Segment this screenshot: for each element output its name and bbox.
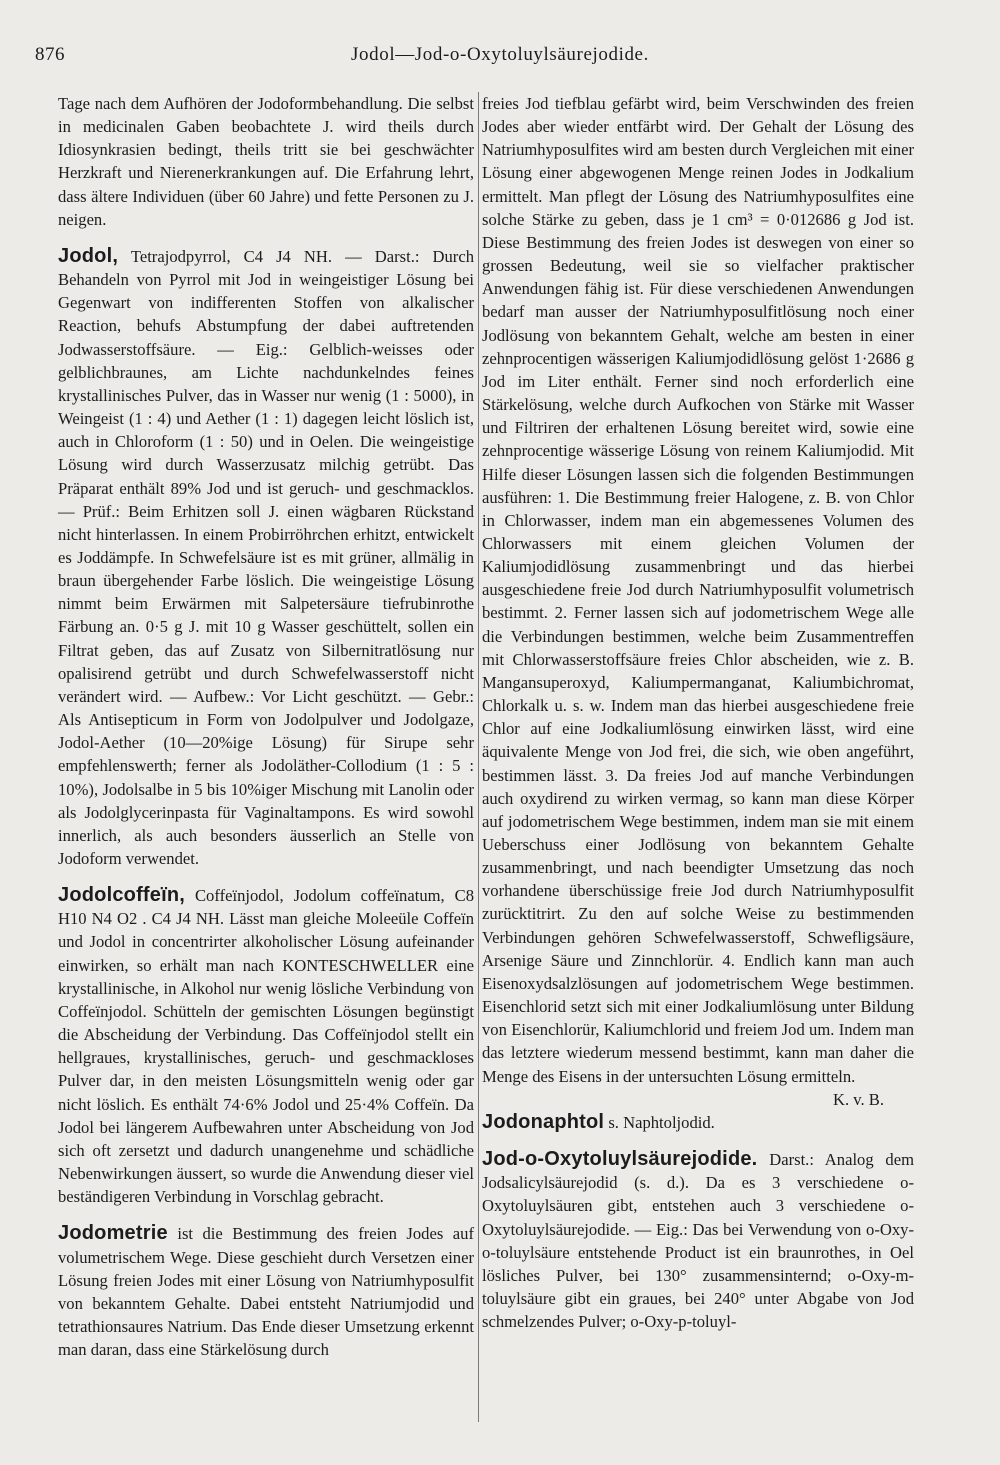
column-divider [478, 92, 479, 1422]
paragraph-text: freies Jod tiefblau gefärbt wird, beim Verschwinden des freien Jodes aber wieder entfärbt wird. Der Gehalt der Lösung des Natriumhyposulfites wird am besten durch Vergleichen mit einer Lösung einer abgewogenen Menge reinen Jodes in Jodkalium ermittelt. Man pflegt der Lösung des Natriumhyposulfites eine solche Stärke zu geben, dass je 1 cm³ = 0·012686 g Jod ist. Diese Bestimmung des freien Jodes ist deswegen von einer so grossen Bedeutung, weil sie so vielfacher praktischer Anwendungen fähig ist. Für diese verschiedenen Anwendungen bedarf man ausser der Natriumhyposulfitlösung noch einer Jodlösung von bekanntem Gehalt, welche am besten in einer zehnprocentigen wässerigen Kaliumjodidlösung gelöst 1·2686 g Jod im Liter enthält. Ferner sind noch erforderlich eine Stärkelösung, welche durch Aufkochen von Stärke mit Wasser und Filtriren der erhaltenen Lösung bereitet wird, sowie eine zehnprocentige wässerige Lösung von reinem Kaliumjodid. Mit Hilfe dieser Lösungen lassen sich die folgenden Bestimmungen ausführen: 1. Die Bestimmung freier Halogene, z. B. von Chlor in Chlorwasser, indem man ein abgemessenes Volumen des Chlorwassers mit einem gleichen Volumen der Kaliumjodidlösung zusammenbringt und das hierbei ausgeschiedene freie Jod durch Natriumhyposulfit volumetrisch bestimmt. 2. Ferner lassen sich auf jodometrischem Wege alle die Verbindungen bestimmen, welche beim Zusammentreffen mit Chlorwasserstoffsäure freies Chlor abscheiden, wie z. B. Mangansuperoxyd, Kaliumpermanganat, Kaliumbichromat, Chlorkalk u. s. w. Indem man das hierbei ausgeschiedene freie Chlor auf eine Jodkaliumlösung einwirken lässt, wird eine äquivalente Menge von Jod frei, die sich, wie oben angeführt, bestimmen lässt. 3. Da freies Jod auf manche Verbindungen auch oxydirend zu wirken vermag, so kann man diese Körper auf jodometrischem Wege bestimmen, indem man sie mit einem Ueberschuss einer Jodlösung von bekanntem Gehalte zusammenbringt, und nach beendigter Umsetzung das noch vorhandene überschüssige freie Jod durch Natriumhyposulfit zurücktitrirt. Zu den auf solche Weise zu bestimmenden Verbindungen gehören Schwefelwasserstoff, Schwefligsäure, Arsenige Säure und Zinnchlorür. 4. Endlich kann man auch Eisenoxydsalzlösungen auf jodometrischem Wege bestimmen. Eisenchlorid setzt sich mit einer Jodkaliumlösung unter Bildung von Eisenchlorür, Kaliumchlorid und freiem Jod um. Indem man das letztere wiederum messend bestimmt, kann man daher die Menge des Eisens in der untersuchten Lösung ermitteln. [482, 94, 914, 1086]
entry-text: s. Naphtoljodid. [608, 1112, 715, 1132]
author-signature: K. v. B. [832, 1089, 884, 1109]
entry-text: Darst.: Analog dem Jodsalicylsäurejodid (s. d.). Da es 3 verschiedene o-Oxytoluylsäuren gibt, entstehen auch 3 verschiedene o-Oxytoluylsäurejodide. — Eig.: Das bei Verwendung von o-Oxy-o-toluylsäure entstehende Product ist ein braunrothes, in Oel lösliches Pulver, bei 130° zusammensinternd; o-Oxy-m-toluylsäure gibt ein graues, bei 240° unter Abgabe von Jod schmelzendes Pulver; o-Oxy-p-toluyl- [482, 1150, 914, 1332]
entry-text: ist die Bestimmung des freien Jodes auf volumetrischem Wege. Diese geschieht durch Versetzen einer Lösung freien Jodes mit einer Lösung von Natriumhyposulfit von bekanntem Gehalte. Dabei entsteht Natriumjodid und tetrathionsaures Natrium. Das Ende dieser Umsetzung erkennt man daran, dass eine Stärkelösung durch [58, 1224, 474, 1360]
entry-jod-o-oxytoluylsaeurejodide [482, 1148, 914, 1333]
entry-text: Tetrajodpyrrol, C4 J4 NH. — Darst.: Durch Behandeln von Pyrrol mit Jod in weingeistiger Lösung bei Gegenwart von indifferenten Stoffen von alkalischer Reaction, behufs Abstumpfung der dabei auftretenden Jodwasserstoffsäure. — Eig.: Gelblich-weisses oder gelblichbraunes, am Lichte nachdunkelndes feines krystallinisches Pulver, das in Wasser nur wenig (1 : 5000), in Weingeist (1 : 4) und Aether (1 : 1) dagegen leicht löslich ist, auch in Chloroform (1 : 50) und in Oelen. Die weingeistige Lösung wird durch Wasserzusatz milchig getrübt. Das Präparat enthält 89% Jod und ist geruch- und geschmacklos. — Prüf.: Beim Erhitzen soll J. einen wägbaren Rückstand nicht hinterlassen. In einem Probirröhrchen erhitzt, entwickelt es Joddämpfe. In Schwefelsäure ist es mit grüner, allmälig in braun übergehender Farbe löslich. Die weingeistige Lösung nimmt beim Erwärmen mit Salpetersäure tiefrubinrothe Färbung an. 0·5 g J. mit 10 g Wasser geschüttelt, sollen ein Filtrat geben, das auf Zusatz von Silbernitratlösung nur opalisirend getrübt und durch Schwefelwasserstoff nicht verändert wird. — Aufbew.: Vor Licht geschützt. — Gebr.: Als Antisepticum in Form von Jodolpulver und Jodolgaze, Jodol-Aether (10—20%ige Lösung) für Sirupe sehr empfehlenswerth; ferner als Jodoläther-Collodium (1 : 5 : 10%), Jodolsalbe in 5 bis 10%iger Mischung mit Lanolin oder als Jodolglycerinpasta für Vaginaltampons. Es wird sowohl innerlich, als auch besonders äusserlich an Stelle von Jodoform verwendet. [58, 246, 474, 868]
right-column [482, 92, 914, 1333]
entry-headword: Jodonaphtol [482, 1110, 605, 1133]
paragraph-text: Tage nach dem Aufhören der Jodoformbehandlung. Die selbst in medicinalen Gaben beobachtete J. wird theils durch Idiosynkrasien bedingt, theils tritt sie bei geschwächter Herzkraft und Nierenerkrankungen auf. Die Erfahrung lehrt, dass ältere Individuen (über 60 Jahre) und fette Personen zu J. neigen. [58, 94, 474, 229]
running-head: Jodol—Jod-o-Oxytoluylsäurejodide. [351, 44, 649, 65]
entry-headword: Jodolcoffeïn, [58, 884, 186, 907]
continuation-paragraph [482, 92, 914, 1088]
entry-jodolcoffein [58, 884, 474, 1208]
entry-headword: Jod-o-Oxytoluylsäurejodide. [482, 1148, 758, 1171]
entry-text: Coffeïnjodol, Jodolum coffeïnatum, C8 H10 N4 O2 . C4 J4 NH. Lässt man gleiche Moleeüle Coffeïn und Jodol in concentrirter alkoholischer Lösung aufeinander einwirken, so erhält man nach KONTESCHWELLER eine krystallinische, in Alkohol nur wenig lösliche Verbindung von Coffeïnjodol. Schütteln der gemischten Lösungen begünstigt die Abscheidung der Verbindung. Das Coffeïnjodol stellt ein hellgraues, krystallinisches, geruch- und geschmackloses Pulver dar, in den meisten Lösungsmitteln wenig oder gar nicht löslich. Es enthält 74·6% Jodol und 25·4% Coffeïn. Da Jodol bei längerem Aufbewahren unter Abscheidung von Jod sich oft zersetzt und dadurch unangenehme und schädliche Nebenwirkungen äussert, so wurde die Anwendung dieser viel beständigeren Verbindung in Vorschlag gebracht. [58, 886, 474, 1207]
page-number: 876 [35, 44, 65, 65]
entry-headword: Jodometrie [58, 1222, 168, 1245]
continuation-paragraph [58, 92, 474, 231]
entry-jodol [58, 245, 474, 870]
entry-headword: Jodol, [58, 244, 119, 267]
entry-jodonaphtol [482, 1111, 914, 1134]
left-column [58, 92, 474, 1361]
entry-jodometrie [58, 1222, 474, 1361]
